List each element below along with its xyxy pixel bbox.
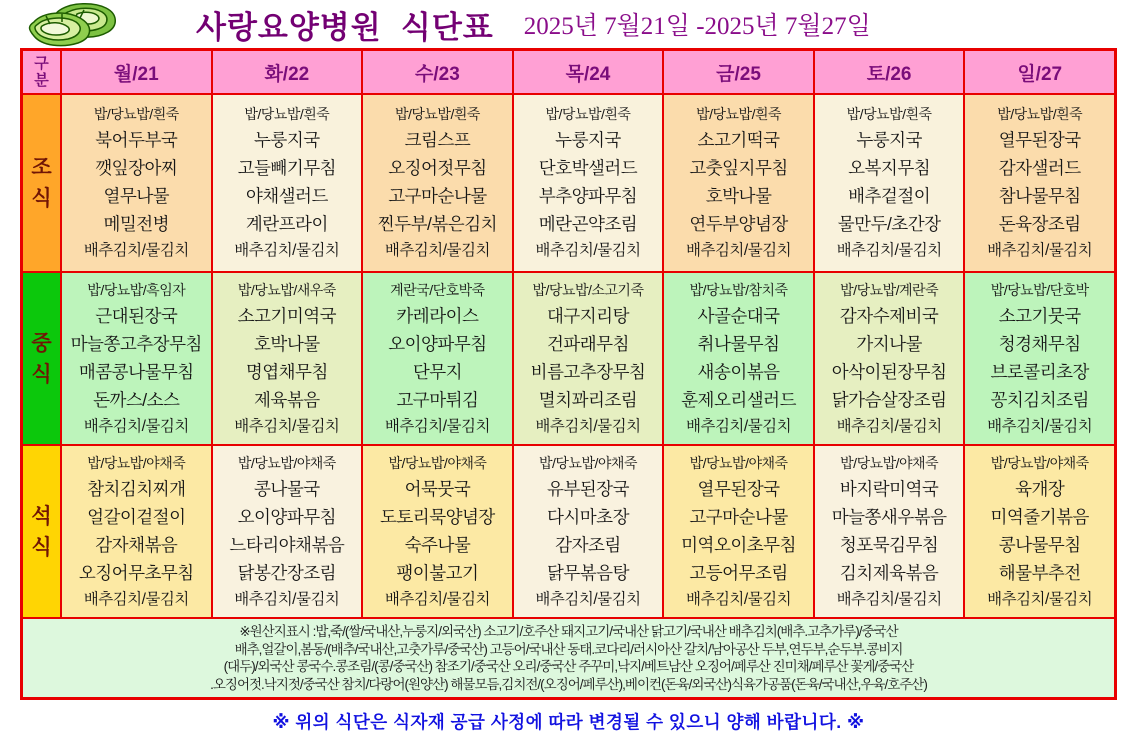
- menu-line: 훈제오리샐러드: [681, 389, 796, 410]
- menu-line: 청경채무침: [998, 333, 1081, 354]
- menu-line: 육개장: [1015, 478, 1065, 499]
- menu-line: 매콤콩나물무침: [78, 361, 194, 382]
- menu-line: 밥/당뇨밥/흰죽: [545, 106, 631, 122]
- menu-line: 배추김치/물김치: [83, 417, 189, 435]
- menu-line: 고구마튀김: [396, 389, 479, 410]
- menu-line: 배추김치/물김치: [234, 590, 340, 608]
- menu-line: 열무된장국: [998, 130, 1081, 150]
- menu-line: 오이양파무침: [237, 506, 337, 527]
- menu-line: 오징어젓무침: [388, 158, 487, 178]
- menu-line: 미역줄기볶음: [990, 506, 1089, 527]
- menu-line: 북어두부국: [95, 130, 178, 150]
- day-header: 토/26: [815, 51, 964, 93]
- menu-line: 얼갈이겉절이: [87, 506, 186, 527]
- menu-line: 밥/당뇨밥/야채죽: [840, 454, 939, 471]
- menu-line: 밥/당뇨밥/흰죽: [696, 106, 782, 122]
- menu-line: 연두부양념장: [689, 214, 788, 234]
- menu-line: 오이양파무침: [388, 333, 487, 354]
- menu-cell: [363, 273, 512, 444]
- menu-line: 누룽지국: [254, 130, 320, 150]
- menu-line: 배추김치/물김치: [836, 417, 942, 435]
- menu-line: 대구지리탕: [546, 305, 629, 326]
- menu-line: 제육볶음: [254, 389, 320, 410]
- menu-line: 배추김치/물김치: [384, 590, 490, 608]
- menu-line: 브로콜리초장: [990, 361, 1089, 382]
- menu-cell: [664, 273, 813, 444]
- menu-line: 열무된장국: [697, 478, 780, 499]
- menu-cell: [213, 95, 362, 271]
- origin-line: (대두)/외국산 콩국수.콩조림/(콩/중국산) 참조기/중국산 오리/중국산 주꾸미,낙지/베트남산 오징어/페루산 진미채/페루산 꽃게/중국산: [223, 659, 914, 674]
- menu-line: 호박나물: [705, 186, 772, 206]
- menu-line: 밥/당뇨밥/야채죽: [388, 454, 487, 471]
- menu-line: 어묵뭇국: [404, 478, 471, 499]
- menu-line: 닭무볶음탕: [546, 562, 629, 583]
- origin-line: ※원산지표시 :밥,죽/(쌀/국내산,누룽지/외국산) 소고기/호주산 돼지고기/국내산 닭고기/국내산 배추김치(배추.고추가루)/중국산: [239, 624, 898, 639]
- menu-cell: [815, 95, 964, 271]
- menu-line: 단무지: [412, 361, 463, 382]
- menu-line: 누룽지국: [856, 130, 922, 150]
- menu-line: 메란곤약조림: [538, 214, 638, 234]
- menu-line: 고들빼기무침: [237, 158, 337, 178]
- menu-line: 다시마초장: [546, 506, 629, 527]
- menu-cell: [965, 273, 1114, 444]
- menu-line: 배추김치/물김치: [384, 417, 490, 435]
- menu-cell: [514, 95, 663, 271]
- menu-line: 깻잎장아찌: [95, 158, 178, 178]
- menu-line: 밥/당뇨밥/흰죽: [244, 106, 330, 122]
- menu-line: 배추김치/물김치: [836, 590, 942, 608]
- menu-line: 고등어무조림: [689, 562, 788, 583]
- menu-line: 밥/당뇨밥/참치죽: [689, 281, 788, 298]
- menu-line: 김치제육볶음: [839, 562, 939, 583]
- menu-cell: [213, 273, 362, 444]
- menu-line: 소고기미역국: [237, 305, 337, 326]
- menu-line: 배추김치/물김치: [836, 242, 942, 259]
- menu-line: 배추김치/물김치: [83, 242, 189, 259]
- menu-line: 배추김치/물김치: [384, 242, 490, 259]
- menu-line: 밥/당뇨밥/새우죽: [237, 281, 336, 298]
- menu-line: 배추김치/물김치: [535, 242, 641, 259]
- menu-line: 닭가슴살장조림: [831, 389, 947, 410]
- menu-line: 꽁치김치조림: [990, 389, 1089, 410]
- menu-line: 돈육장조림: [998, 214, 1081, 234]
- menu-line: 열무나물: [103, 186, 170, 206]
- meal-label-dinner: 석식: [23, 446, 60, 617]
- menu-line: 계란국/단호박죽: [390, 281, 485, 298]
- menu-cell: [62, 446, 211, 617]
- menu-cell: [965, 446, 1114, 617]
- date-range: 2025년 7월21일 -2025년 7월27일: [523, 13, 871, 40]
- menu-cell: [664, 446, 813, 617]
- menu-line: 근대된장국: [95, 305, 178, 326]
- menu-line: 배추김치/물김치: [686, 417, 792, 435]
- menu-line: 아삭이된장무침: [831, 361, 947, 382]
- menu-line: 배추김치/물김치: [686, 590, 792, 608]
- menu-line: 밥/당뇨밥/야채죽: [539, 454, 637, 471]
- menu-line: 밥/당뇨밥/흰죽: [93, 106, 179, 122]
- menu-line: 밥/당뇨밥/계란죽: [840, 281, 939, 298]
- menu-line: 밥/당뇨밥/흑임자: [87, 281, 186, 298]
- menu-line: 돈까스/소스: [93, 389, 180, 410]
- menu-line: 도토리묵양념장: [380, 506, 495, 527]
- menu-cell: [815, 273, 964, 444]
- menu-line: 미역오이초무침: [681, 534, 796, 555]
- menu-cell: [363, 446, 512, 617]
- page-title: 사랑요양병원 식단표: [196, 9, 494, 45]
- menu-line: 밥/당뇨밥/야채죽: [990, 454, 1089, 471]
- page-header: [22, 0, 1117, 48]
- menu-line: 밥/당뇨밥/흰죽: [394, 106, 480, 122]
- menu-line: 멸치꽈리조림: [538, 389, 638, 410]
- menu-line: 고구마순나물: [388, 186, 487, 206]
- menu-line: 배추겉절이: [848, 186, 931, 206]
- menu-line: 비름고추장무침: [530, 361, 646, 382]
- menu-line: 야채샐러드: [245, 186, 328, 206]
- menu-line: 배추김치/물김치: [987, 417, 1093, 435]
- menu-line: 계란프라이: [245, 214, 328, 234]
- menu-line: 가지나물: [856, 333, 922, 354]
- menu-line: 배추김치/물김치: [535, 590, 641, 608]
- menu-line: 배추김치/물김치: [234, 417, 340, 435]
- menu-cell: [664, 95, 813, 271]
- menu-line: 배추김치/물김치: [987, 590, 1093, 608]
- menu-line: 취나물무침: [697, 333, 780, 354]
- menu-line: 단호박샐러드: [538, 158, 638, 178]
- origin-line: 배추,얼갈이,봄동/(배추/국내산,고춧가루/중국산) 고등어/국내산 동태.코다리/러시아산 갈치/남아공산 두부,연두부,순두부.콩비지: [234, 641, 903, 657]
- menu-line: 오징어무초무침: [78, 562, 194, 583]
- menu-line: 부추양파무침: [538, 186, 638, 206]
- menu-line: 밥/당뇨밥/흰죽: [846, 106, 932, 122]
- menu-line: 오복지무침: [848, 158, 931, 178]
- menu-line: 사골순대국: [697, 305, 780, 326]
- menu-line: 숙주나물: [404, 534, 471, 555]
- menu-line: 누룽지국: [555, 130, 621, 150]
- menu-line: 소고기뭇국: [998, 305, 1081, 326]
- menu-line: 감자수제비국: [839, 305, 939, 326]
- menu-line: 고춧잎지무침: [689, 158, 788, 178]
- menu-line: 감자조림: [555, 534, 621, 555]
- menu-line: 찐두부/볶은김치: [377, 214, 498, 234]
- menu-line: 배추김치/물김치: [83, 590, 189, 608]
- menu-line: 청포묵김무침: [839, 534, 939, 555]
- menu-cell: [363, 95, 512, 271]
- menu-line: 해물부추전: [998, 562, 1081, 583]
- menu-line: 콩나물국: [254, 478, 320, 499]
- menu-line: 배추김치/물김치: [987, 242, 1093, 259]
- menu-cell: [213, 446, 362, 617]
- menu-table: [20, 48, 1117, 700]
- menu-line: 배추김치/물김치: [686, 242, 792, 259]
- menu-line: 소고기떡국: [697, 130, 780, 150]
- menu-line: 감자채볶음: [95, 534, 178, 555]
- footer-note: ※ 위의 식단은 식자재 공급 사정에 따라 변경될 수 있으니 양해 바랍니다. ※: [272, 712, 865, 732]
- menu-line: 명엽채무침: [245, 361, 328, 382]
- menu-line: 밥/당뇨밥/흰죽: [997, 106, 1083, 122]
- menu-line: 밥/당뇨밥/야채죽: [689, 454, 788, 471]
- day-header: 수/23: [363, 51, 512, 93]
- menu-line: 감자샐러드: [998, 158, 1081, 178]
- menu-line: 마늘쫑고추장무침: [70, 333, 202, 354]
- menu-line: 닭봉간장조림: [237, 562, 337, 583]
- menu-line: 밥/당뇨밥/소고기죽: [532, 281, 644, 298]
- menu-line: 밥/당뇨밥/야채죽: [237, 454, 336, 471]
- origin-notice: [23, 619, 1114, 697]
- day-header: 월/21: [62, 51, 211, 93]
- menu-line: 참나물무침: [998, 186, 1081, 206]
- menu-line: 새송이볶음: [697, 361, 780, 382]
- cabbage-logo-icon: [22, 2, 124, 49]
- meal-label-breakfast: 조식: [23, 95, 60, 271]
- menu-line: 팽이불고기: [396, 562, 479, 583]
- menu-line: 바지락미역국: [839, 478, 939, 499]
- menu-line: 참치김치찌개: [87, 478, 186, 499]
- menu-line: 마늘쫑새우볶음: [831, 506, 947, 527]
- menu-line: 건파래무침: [546, 333, 629, 354]
- menu-line: 배추김치/물김치: [535, 417, 641, 435]
- menu-line: 배추김치/물김치: [234, 242, 340, 259]
- menu-line: 메밀전병: [103, 214, 170, 234]
- menu-line: 밥/당뇨밥/야채죽: [87, 454, 186, 471]
- origin-line: .오징어젓.낙지젓/중국산 참치/다랑어(원양산) 해물모듬,김치전/(오징어/페루산),베이컨(돈육/외국산)식육가공품(돈육/국내산,우육/호주산): [210, 676, 927, 692]
- menu-line: 물만두/초간장: [837, 214, 941, 234]
- day-header: 목/24: [514, 51, 663, 93]
- menu-line: 느타리야채볶음: [229, 534, 345, 555]
- menu-line: 콩나물무침: [998, 534, 1081, 555]
- menu-line: 호박나물: [254, 333, 320, 354]
- day-header: 화/22: [213, 51, 362, 93]
- menu-line: 카레라이스: [396, 305, 479, 326]
- day-header: 일/27: [965, 51, 1114, 93]
- menu-line: 유부된장국: [546, 478, 629, 499]
- corner-label: 구분: [23, 51, 60, 93]
- menu-line: 밥/당뇨밥/단호박: [990, 281, 1089, 298]
- menu-cell: [62, 95, 211, 271]
- menu-line: 고구마순나물: [689, 506, 788, 527]
- menu-cell: [62, 273, 211, 444]
- menu-cell: [965, 95, 1114, 271]
- menu-cell: [514, 446, 663, 617]
- menu-cell: [815, 446, 964, 617]
- meal-label-lunch: 중식: [23, 273, 60, 444]
- menu-cell: [514, 273, 663, 444]
- day-header: 금/25: [664, 51, 813, 93]
- menu-line: 크림스프: [404, 130, 471, 150]
